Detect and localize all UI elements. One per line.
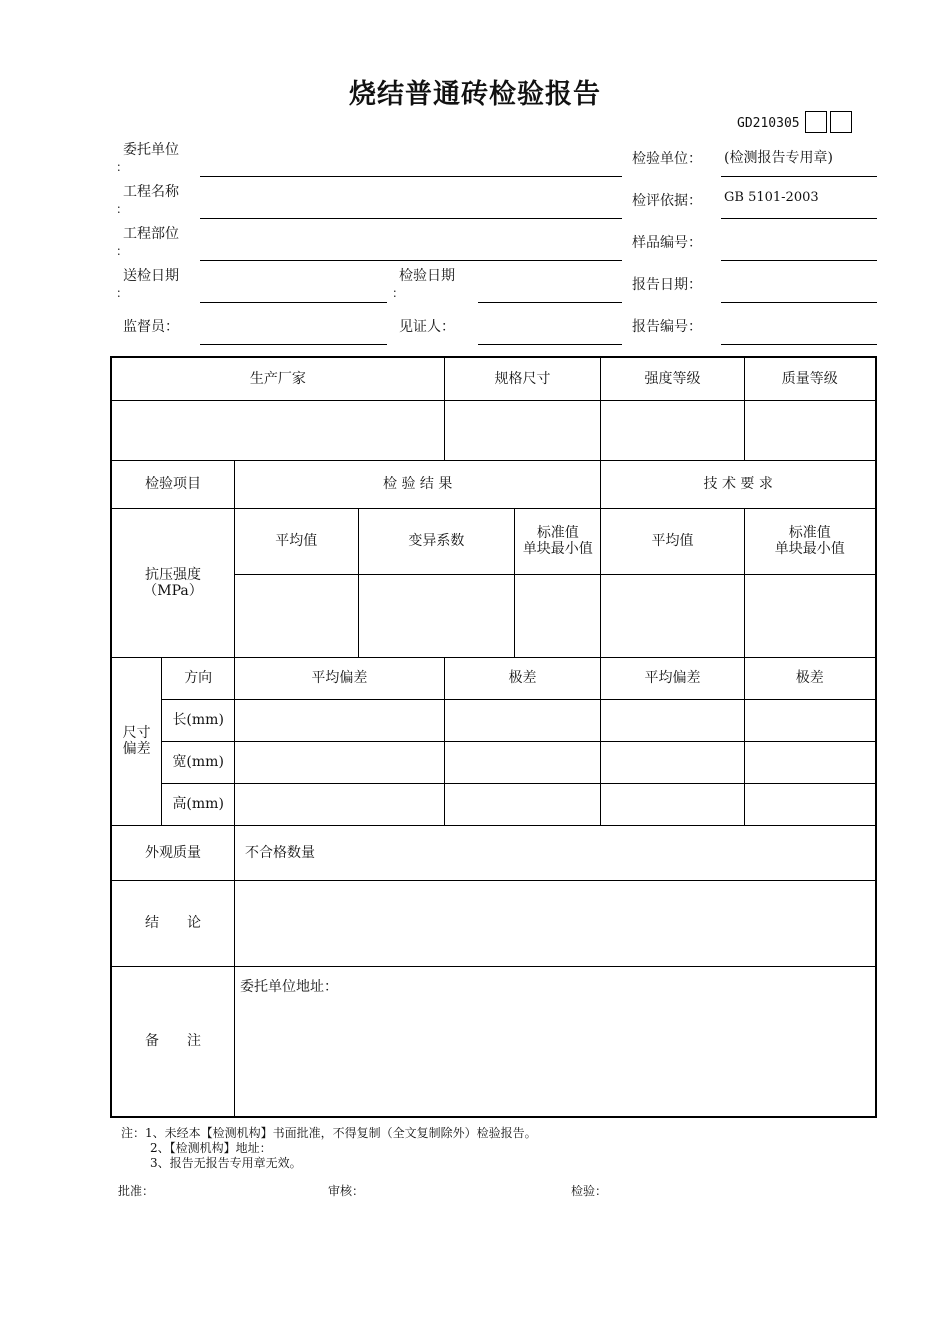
inspect-label: 检验：	[571, 1184, 608, 1198]
basis-value: GB 5101-2003	[724, 190, 819, 205]
project-part-field[interactable]	[200, 260, 622, 261]
compressive-line1: 抗压强度	[145, 566, 201, 583]
review-label: 审核：	[328, 1184, 365, 1198]
height-req-avg-dev-cell[interactable]	[601, 783, 744, 825]
width-avg-dev-cell[interactable]	[235, 741, 445, 783]
note-line-1: 注：1、未经本【检测机构】书面批准，不得复制（全文复制除外）检验报告。	[121, 1126, 537, 1140]
inspect-unit-value: (检测报告专用章)	[724, 150, 833, 166]
req-std-line2: 单块最小值	[774, 541, 845, 557]
report-no-field[interactable]	[721, 344, 877, 345]
req-std-cell[interactable]	[744, 574, 876, 657]
project-part-label: 工程部位	[123, 226, 179, 242]
project-name-label: 工程名称	[123, 184, 179, 200]
req-std-line1: 标准值	[788, 525, 831, 541]
manufacturer-cell[interactable]	[111, 400, 444, 460]
strength-grade-cell[interactable]	[601, 400, 744, 460]
inspect-unit-label: 检验单位：	[632, 151, 702, 167]
basis-label: 检评依据：	[632, 193, 702, 209]
width-req-range-cell[interactable]	[744, 741, 876, 783]
code-box-1[interactable]	[805, 111, 827, 133]
spec-header: 规格尺寸	[444, 357, 601, 400]
req-range-header: 极差	[744, 657, 876, 699]
strength-grade-header: 强度等级	[601, 357, 744, 400]
req-avg-header: 平均值	[601, 508, 744, 574]
quality-grade-cell[interactable]	[744, 400, 876, 460]
report-no-label: 报告编号：	[632, 319, 702, 335]
supervisor-field[interactable]	[200, 344, 387, 345]
compressive-line2: （MPa）	[143, 582, 203, 599]
unqualified-count-cell[interactable]: 不合格数量	[235, 825, 876, 880]
conclusion-cell[interactable]	[235, 880, 876, 966]
length-avg-dev-cell[interactable]	[235, 699, 445, 741]
client-field[interactable]	[200, 176, 622, 177]
length-range-cell[interactable]	[444, 699, 601, 741]
size-deviation-label	[111, 657, 162, 825]
length-label: 长(mm)	[162, 699, 235, 741]
client-colon: ：	[116, 160, 129, 174]
req-avg-cell[interactable]	[601, 574, 744, 657]
note-line-2: 2、【检测机构】地址：	[150, 1141, 272, 1155]
inspect-item-header: 检验项目	[111, 460, 235, 508]
conclusion-label: 结 论	[111, 880, 235, 966]
length-req-range-cell[interactable]	[744, 699, 876, 741]
page-title: 烧结普通砖检验报告	[349, 79, 601, 110]
project-name-colon: ：	[116, 202, 129, 216]
client-address-cell[interactable]: 委托单位地址：	[235, 966, 876, 1117]
submit-date-field[interactable]	[200, 302, 387, 303]
compressive-strength-label	[111, 508, 235, 657]
submit-date-colon: ：	[116, 286, 129, 300]
supervisor-label: 监督员：	[123, 319, 179, 335]
quality-grade-header: 质量等级	[744, 357, 876, 400]
result-cv-header: 变异系数	[358, 508, 515, 574]
result-std-line1: 标准值	[536, 525, 579, 541]
project-name-field[interactable]	[200, 218, 622, 219]
result-std-line2: 单块最小值	[522, 541, 593, 557]
size-dev-line1: 尺寸	[122, 725, 151, 741]
project-part-colon: ：	[116, 244, 129, 258]
note-line-3: 3、报告无报告专用章无效。	[150, 1156, 302, 1170]
result-std-header	[515, 508, 601, 574]
size-dev-line2: 偏差	[122, 741, 151, 757]
direction-header: 方向	[162, 657, 235, 699]
inspect-date-colon: ：	[392, 286, 405, 300]
report-date-label: 报告日期：	[632, 277, 702, 293]
report-date-field[interactable]	[721, 302, 877, 303]
width-req-avg-dev-cell[interactable]	[601, 741, 744, 783]
req-avg-dev-header: 平均偏差	[601, 657, 744, 699]
height-label: 高(mm)	[162, 783, 235, 825]
inspection-table	[110, 356, 877, 1118]
remarks-label: 备 注	[111, 966, 235, 1117]
code-box-2[interactable]	[830, 111, 852, 133]
result-std-cell[interactable]	[515, 574, 601, 657]
req-std-header	[744, 508, 876, 574]
sample-no-label: 样品编号：	[632, 235, 702, 251]
submit-date-label: 送检日期	[123, 268, 179, 284]
appearance-label: 外观质量	[111, 825, 235, 880]
witness-field[interactable]	[478, 344, 622, 345]
inspect-date-field[interactable]	[478, 302, 622, 303]
requirement-header: 技 术 要 求	[601, 460, 876, 508]
result-range-header: 极差	[444, 657, 601, 699]
height-avg-dev-cell[interactable]	[235, 783, 445, 825]
result-header: 检 验 结 果	[235, 460, 601, 508]
approve-label: 批准：	[118, 1184, 155, 1198]
basis-field[interactable]	[721, 218, 877, 219]
sample-no-field[interactable]	[721, 260, 877, 261]
length-req-avg-dev-cell[interactable]	[601, 699, 744, 741]
height-range-cell[interactable]	[444, 783, 601, 825]
result-avg-dev-header: 平均偏差	[235, 657, 445, 699]
width-label: 宽(mm)	[162, 741, 235, 783]
inspect-date-label: 检验日期	[399, 268, 455, 284]
width-range-cell[interactable]	[444, 741, 601, 783]
result-avg-cell[interactable]	[235, 574, 359, 657]
height-req-range-cell[interactable]	[744, 783, 876, 825]
manufacturer-header: 生产厂家	[111, 357, 444, 400]
form-code: GD210305	[737, 116, 800, 131]
spec-cell[interactable]	[444, 400, 601, 460]
client-label: 委托单位	[123, 142, 179, 158]
witness-label: 见证人：	[399, 319, 455, 335]
inspect-unit-field[interactable]	[721, 176, 877, 177]
result-avg-header: 平均值	[235, 508, 359, 574]
result-cv-cell[interactable]	[358, 574, 515, 657]
